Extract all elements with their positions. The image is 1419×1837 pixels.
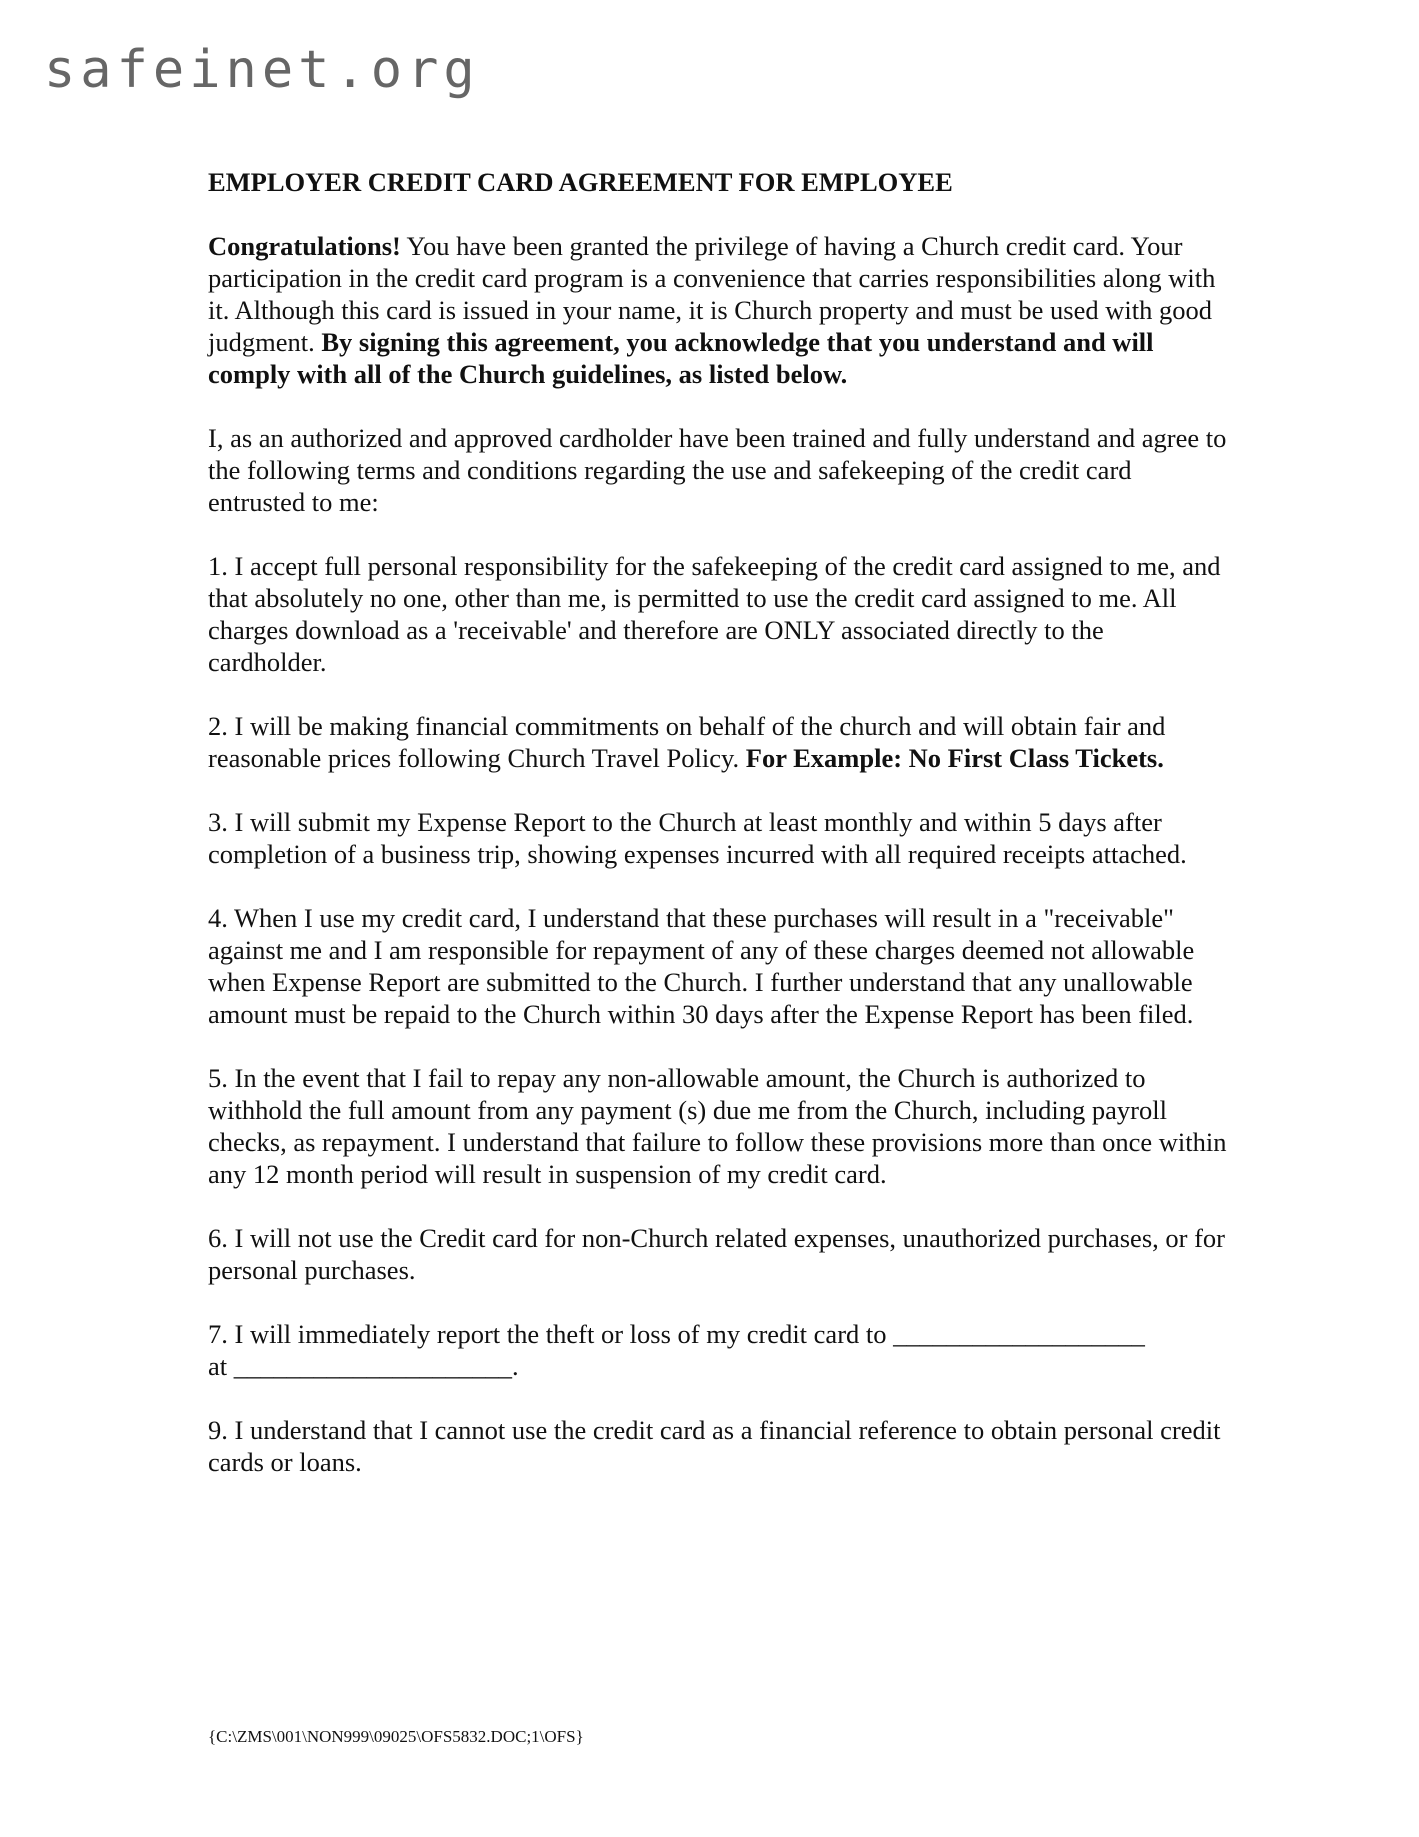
intro-body: You have been granted the privilege of having a Church credit card. Your participation in the credit card program is a convenience that carries responsibilities along with it. Although this card is issued in your name, it is Church property and must be used with good judgment. — [208, 231, 1216, 357]
term-item-7 — [208, 1318, 1228, 1382]
term-item-7-line-1: 7. I will immediately report the theft or loss of my credit card to ___________________ — [208, 1319, 1145, 1349]
term-item-5: 5. In the event that I fail to repay any non-allowable amount, the Church is authorized to withhold the full amount from any payment (s) due me from the Church, including payroll checks, as repayment. I understand that failure to follow these provisions more than once within any 12 month period will result in suspension of my credit card. — [208, 1063, 1227, 1189]
term-item-2-text: 2. I will be making financial commitments on behalf of the church and will obtain fair and reasonable prices following Church Travel Policy. — [208, 711, 1166, 773]
intro-paragraph — [208, 230, 1228, 390]
document-title: EMPLOYER CREDIT CARD AGREEMENT FOR EMPLOYEE — [208, 167, 953, 197]
agreement-document — [208, 166, 1228, 1510]
intro-closing: By signing this agreement, you acknowledge that you understand and will comply with all of the Church guidelines, as listed below. — [208, 327, 1154, 389]
intro-lead: Congratulations! — [208, 231, 401, 261]
preamble-paragraph: I, as an authorized and approved cardholder have been trained and fully understand and agree to the following terms and conditions regarding the use and safekeeping of the credit card entrusted to me: — [208, 423, 1227, 517]
site-watermark: safeinet.org — [44, 40, 480, 100]
term-item-7-line-2: at _____________________. — [208, 1351, 519, 1381]
term-item-2 — [208, 710, 1228, 774]
document-path-footer: {C:\ZMS\001\NON999\09025\OFS5832.DOC;1\OFS} — [208, 1727, 584, 1746]
term-item-3: 3. I will submit my Expense Report to the Church at least monthly and within 5 days after completion of a business trip, showing expenses incurred with all required receipts attached. — [208, 807, 1187, 869]
term-item-6: 6. I will not use the Credit card for non-Church related expenses, unauthorized purchases, or for personal purchases. — [208, 1223, 1225, 1285]
term-item-2-example: For Example: No First Class Tickets. — [745, 743, 1164, 773]
term-item-9: 9. I understand that I cannot use the credit card as a financial reference to obtain personal credit cards or loans. — [208, 1415, 1221, 1477]
term-item-4: 4. When I use my credit card, I understand that these purchases will result in a "receivable" against me and I am responsible for repayment of any of these charges deemed not allowable when Expense Report are submitted to the Church. I further understand that any unallowable amount must be repaid to the Church within 30 days after the Expense Report has been filed. — [208, 903, 1195, 1029]
term-item-1: 1. I accept full personal responsibility for the safekeeping of the credit card assigned to me, and that absolutely no one, other than me, is permitted to use the credit card assigned to me. All charges download as a 'receivable' and therefore are ONLY associated directly to the cardholder. — [208, 551, 1221, 677]
